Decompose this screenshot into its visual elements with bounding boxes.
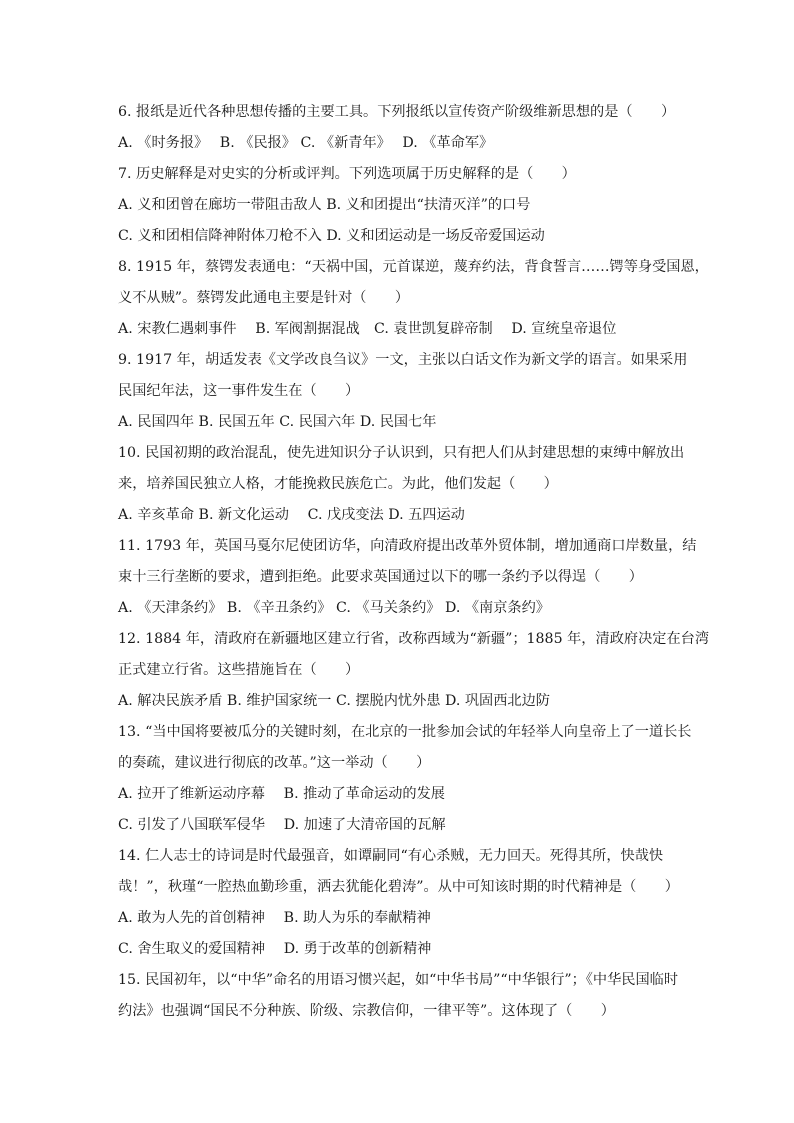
answer-options-line: A. 《天津条约》 B. 《辛丑条约》 C. 《马关条约》 D. 《南京条约》 <box>118 600 550 616</box>
question-stem-line: 13. “当中国将要被瓜分的关键时刻，在北京的一批参加会试的年轻举人向皇帝上了一道长长 <box>118 724 692 740</box>
answer-options-line: A. 民国四年 B. 民国五年 C. 民国六年 D. 民国七年 <box>118 414 437 430</box>
question-stem-line: 哉！”，秋瑾“一腔热血勤珍重，洒去犹能化碧涛”。从中可知该时期的时代精神是（ ） <box>118 879 679 895</box>
question-stem-line: 11. 1793 年，英国马戛尔尼使团访华，向清政府提出改革外贸体制，增加通商口岸数量，结 <box>118 538 697 554</box>
question-stem-line: 10. 民国初期的政治混乱，使先进知识分子认识到，只有把人们从封建思想的束缚中解放出 <box>118 445 685 461</box>
question-q11 <box>118 535 697 628</box>
question-stem-line: 7. 历史解释是对史实的分析或评判。下列选项属于历史解释的是（ ） <box>118 166 576 182</box>
question-q8 <box>118 256 709 349</box>
answer-options-line: A. 《时务报》 B. 《民报》 C. 《新青年》 D. 《革命军》 <box>118 135 494 151</box>
question-stem-line: 民国纪年法，这一事件发生在（ ） <box>118 383 360 399</box>
question-stem-line: 的奏疏，建议进行彻底的改革。”这一举动（ ） <box>118 755 431 771</box>
question-stem-line: 9. 1917 年，胡适发表《文学改良刍议》一文，主张以白话文作为新文学的语言。如果采用 <box>118 352 688 368</box>
question-stem-line: 正式建立行省。这些措施旨在（ ） <box>118 662 360 678</box>
question-q15 <box>118 969 684 1031</box>
question-stem-line: 义不从贼”。蔡锷发此通电主要是针对（ ） <box>118 290 410 306</box>
answer-options-line: A. 义和团曾在廊坊一带阻击敌人 B. 义和团提出“扶清灭洋”的口号 <box>118 197 531 213</box>
answer-options-line: A. 宋教仁遇刺事件 B. 军阀割据混战 C. 袁世凯复辟帝制 D. 宣统皇帝退位 <box>118 321 617 337</box>
question-q10 <box>118 442 684 535</box>
question-stem-line: 8. 1915 年，蔡锷发表通电：“天祸中国，元首谋逆，蔑弃约法，背食誓言……锷等身受国恩， <box>118 259 709 275</box>
question-q9 <box>118 349 688 442</box>
question-stem-line: 15. 民国初年，以“中华”命名的用语习惯兴起，如“中华书局”“中华银行”；《中华民国临时 <box>118 972 679 988</box>
question-stem-line: 来，培养国民独立人格，才能挽救民族危亡。为此，他们发起（ ） <box>118 476 558 492</box>
answer-options-line: C. 义和团相信降神附体刀枪不入 D. 义和团运动是一场反帝爱国运动 <box>118 228 545 244</box>
answer-options-line: A. 辛亥革命 B. 新文化运动 C. 戊戌变法 D. 五四运动 <box>118 507 465 523</box>
answer-options-line: A. 敢为人先的首创精神 B. 助人为乐的奉献精神 <box>118 910 431 926</box>
answer-options-line: C. 引发了八国联军侵华 D. 加速了大清帝国的瓦解 <box>118 817 446 833</box>
question-stem-line: 6. 报纸是近代各种思想传播的主要工具。下列报纸以宣传资产阶级维新思想的是（ ） <box>118 104 676 120</box>
question-stem-line: 12. 1884 年，清政府在新疆地区建立行省，改称西域为“新疆”；1885 年，清政府决定在台湾 <box>118 631 710 647</box>
answer-options-line: C. 舍生取义的爱国精神 D. 勇于改革的创新精神 <box>118 941 432 957</box>
question-stem-line: 约法》也强调“国民不分种族、阶级、宗教信仰，一律平等”。这体现了（ ） <box>118 1003 615 1019</box>
question-stem-line: 14. 仁人志士的诗词是时代最强音，如谭嗣同“有心杀贼，无力回天。死得其所，快哉快 <box>118 848 664 864</box>
question-q7 <box>118 163 684 256</box>
question-q6 <box>118 101 684 163</box>
answer-options-line: A. 拉开了维新运动序幕 B. 推动了革命运动的发展 <box>118 786 445 802</box>
question-q14 <box>118 845 684 969</box>
answer-options-line: A. 解决民族矛盾 B. 维护国家统一 C. 摆脱内忧外患 D. 巩固西北边防 <box>118 693 550 709</box>
question-q12 <box>118 628 710 721</box>
question-stem-line: 束十三行垄断的要求，遭到拒绝。此要求英国通过以下的哪一条约予以得逞（ ） <box>118 569 643 585</box>
question-q13 <box>118 721 692 845</box>
